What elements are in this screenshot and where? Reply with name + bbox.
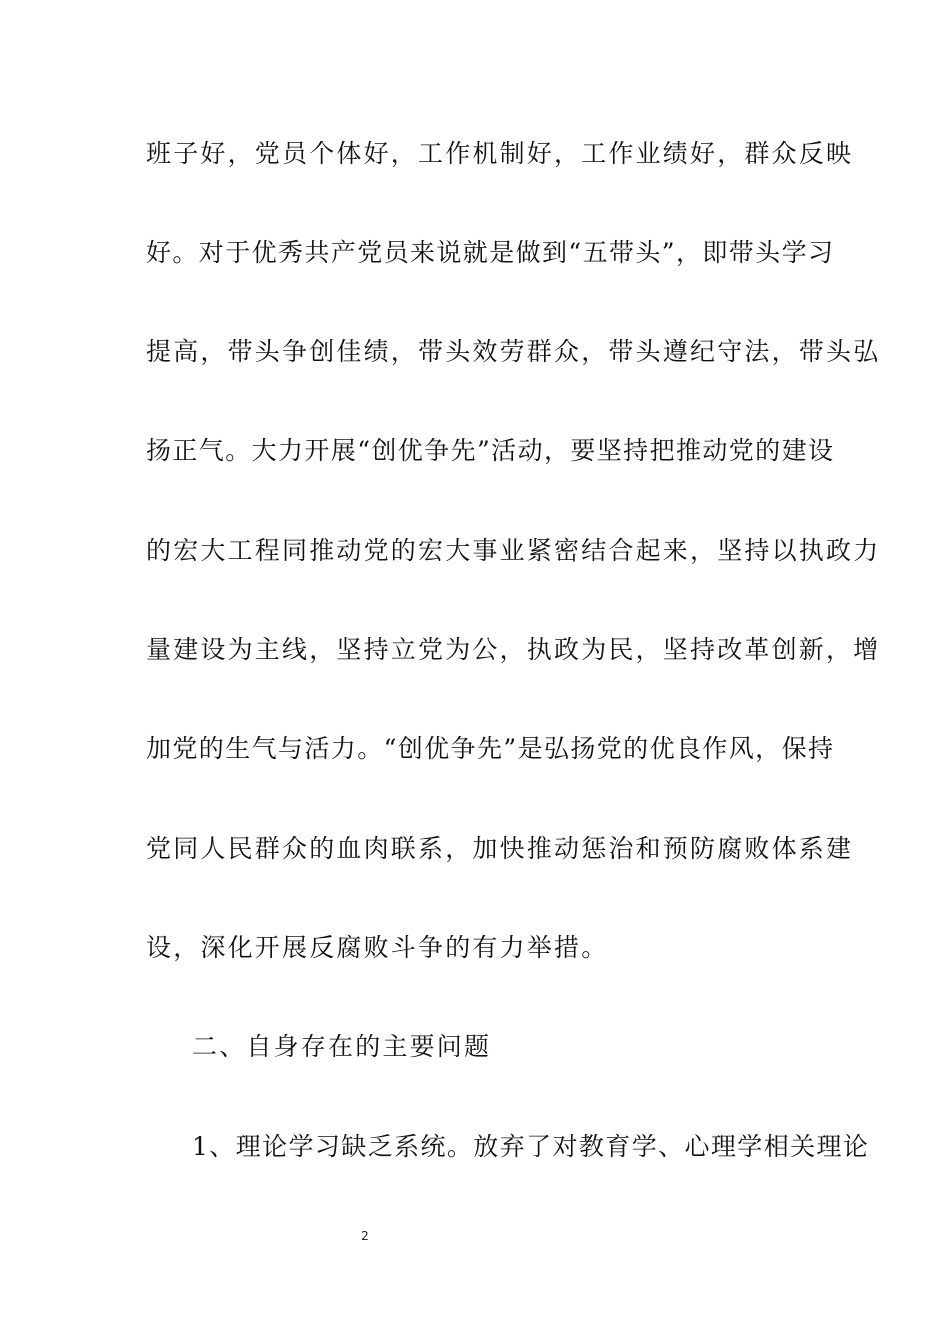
paragraph-line-9: 设，深化开展反腐败斗争的有力举措。 <box>146 933 609 962</box>
paragraph-line-5: 的宏大工程同推动党的宏大事业紧密结合起来，坚持以执政力 <box>146 536 881 565</box>
paragraph-line-6: 量建设为主线，坚持立党为公，执政为民，坚持改革创新，增 <box>146 635 881 664</box>
page-number: 2 <box>361 1229 369 1243</box>
paragraph-line-8: 党同人民群众的血肉联系，加快推动惩治和预防腐败体系建 <box>146 834 854 863</box>
paragraph-line-2: 好。对于优秀共产党员来说就是做到“五带头”，即带头学习 <box>146 238 835 267</box>
paragraph-line-7: 加党的生气与活力。“创优争先”是弘扬党的优良作风，保持 <box>146 734 835 763</box>
paragraph-line-1: 班子好，党员个体好，工作机制好，工作业绩好，群众反映 <box>146 139 854 168</box>
section-heading: 二、自身存在的主要问题 <box>192 1032 492 1061</box>
paragraph-line-3: 提高，带头争创佳绩，带头效劳群众，带头遵纪守法，带头弘 <box>146 337 881 366</box>
item-line: 1、理论学习缺乏系统。放弃了对教育学、心理学相关理论 <box>192 1132 870 1161</box>
paragraph-line-4: 扬正气。大力开展“创优争先”活动，要坚持把推动党的建设 <box>146 436 835 465</box>
